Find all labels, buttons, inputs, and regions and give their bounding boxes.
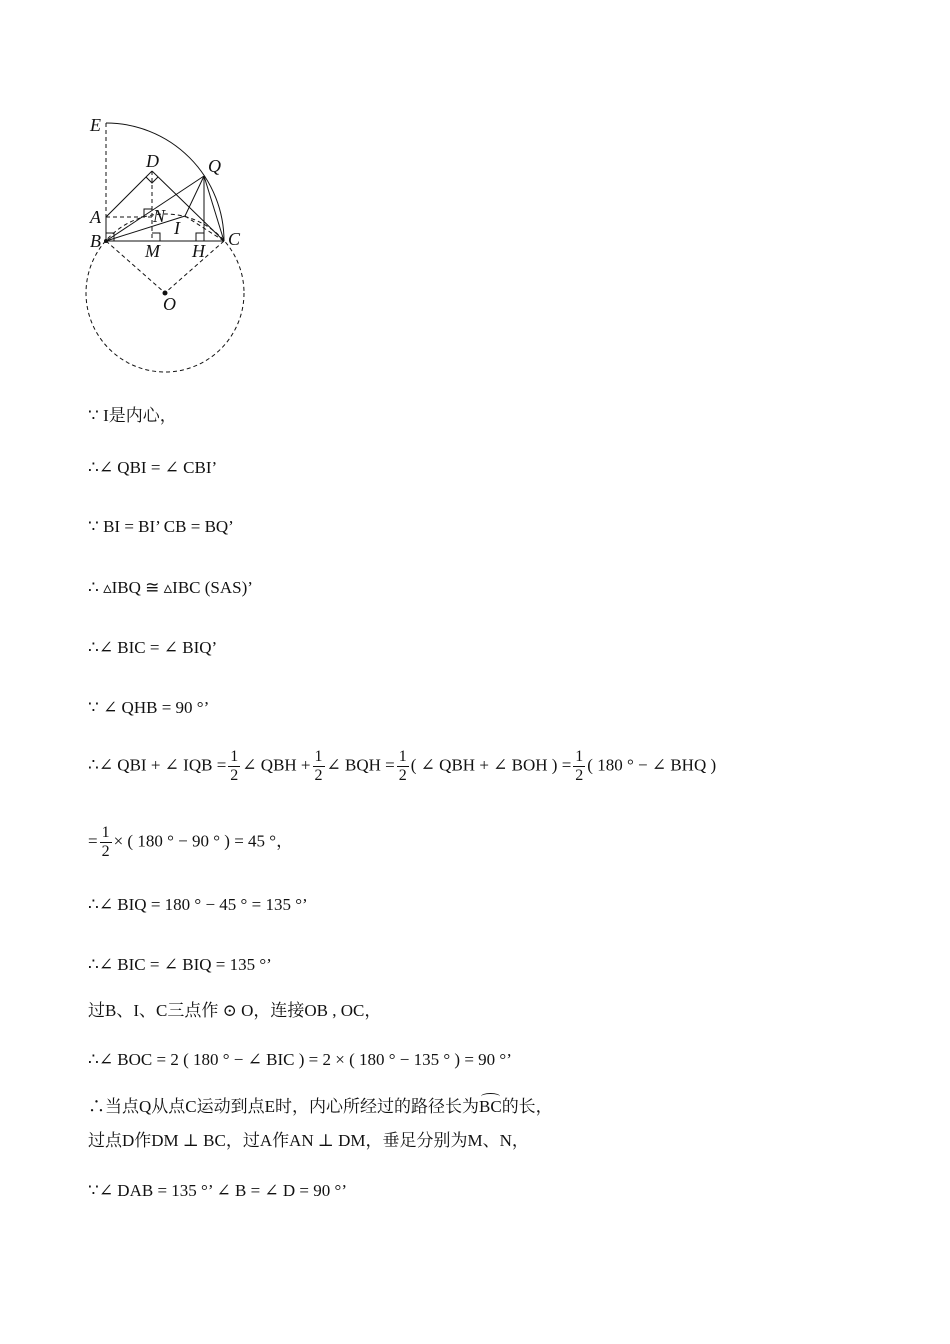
proof-line-14: 过点D作DM ⊥ BC，过A作AN ⊥ DM，垂足分别为M、N， bbox=[88, 1131, 529, 1150]
proof-line-8a: = bbox=[88, 831, 98, 851]
proof-line-7d: ( ∠ QBH + ∠ BOH ) = bbox=[410, 755, 572, 775]
proof-line-7c: ∠ BQH = bbox=[326, 755, 395, 775]
right-angle-m bbox=[152, 233, 160, 241]
label-e: E bbox=[90, 115, 101, 135]
label-q: Q bbox=[208, 156, 221, 176]
proof-line-4: ∴ ▵IBQ ≅ ▵IBC (SAS)’ bbox=[88, 578, 253, 597]
proof-line-13 bbox=[88, 1095, 553, 1119]
proof-line-8b: × ( 180 ° − 90 ° ) = 45 °， bbox=[113, 831, 294, 851]
line-ad bbox=[106, 171, 152, 217]
fraction-num: 1 bbox=[398, 748, 407, 765]
proof-line-8 bbox=[88, 824, 293, 861]
proof-line-12: ∴∠ BOC = 2 ( 180 ° − ∠ BIC ) = 2 × ( 180 ° − 135 ° ) = 90 °’ bbox=[88, 1050, 512, 1069]
point-b bbox=[104, 239, 108, 243]
proof-line-1: ∵ I是内心， bbox=[88, 406, 177, 425]
fraction-den: 2 bbox=[398, 767, 407, 784]
proof-line-2: ∴∠ QBI = ∠ CBI’ bbox=[88, 458, 218, 477]
fraction-num: 1 bbox=[575, 748, 584, 765]
fraction-den: 2 bbox=[314, 767, 323, 784]
proof-line-13a: ∴当点Q从点C运动到点E时，内心所经过的路径长为 bbox=[88, 1097, 479, 1116]
label-d: D bbox=[146, 151, 159, 171]
proof-line-7e: ( 180 ° − ∠ BHQ ) bbox=[587, 755, 717, 775]
label-h: H bbox=[192, 241, 205, 261]
proof-line-10: ∴∠ BIC = ∠ BIQ = 135 °’ bbox=[88, 955, 272, 974]
fraction-half bbox=[100, 824, 112, 861]
label-i: I bbox=[174, 218, 180, 238]
label-n: N bbox=[153, 206, 166, 226]
proof-line-7 bbox=[88, 748, 716, 785]
proof-line-13c: 的长， bbox=[501, 1097, 553, 1116]
label-o: O bbox=[163, 294, 176, 314]
label-b: B bbox=[90, 231, 101, 251]
fraction-half bbox=[313, 748, 325, 785]
proof-line-5: ∴∠ BIC = ∠ BIQ’ bbox=[88, 638, 218, 657]
fraction-num: 1 bbox=[314, 748, 323, 765]
fraction-den: 2 bbox=[230, 767, 239, 784]
proof-line-15: ∵∠ DAB = 135 °’ ∠ B = ∠ D = 90 °’ bbox=[88, 1181, 347, 1200]
fraction-den: 2 bbox=[575, 767, 584, 784]
arc-bc-label: BC bbox=[479, 1095, 502, 1119]
proof-line-7a: ∴∠ QBI + ∠ IQB = bbox=[88, 755, 227, 775]
fraction-half bbox=[228, 748, 240, 785]
fraction-num: 1 bbox=[101, 824, 110, 841]
proof-line-6: ∵ ∠ QHB = 90 °’ bbox=[88, 698, 210, 717]
fraction-num: 1 bbox=[230, 748, 239, 765]
fraction-half bbox=[397, 748, 409, 785]
proof-line-11: 过B、I、C三点作 ⊙ O，连接OB , OC， bbox=[88, 1001, 382, 1020]
label-m: M bbox=[145, 241, 160, 261]
proof-line-9: ∴∠ BIQ = 180 ° − 45 ° = 135 °’ bbox=[88, 895, 308, 914]
fraction-half bbox=[573, 748, 585, 785]
geometry-figure bbox=[80, 110, 260, 380]
fraction-den: 2 bbox=[101, 843, 110, 860]
label-a: A bbox=[90, 207, 101, 227]
label-c: C bbox=[228, 229, 241, 249]
right-angle-h bbox=[196, 233, 204, 241]
proof-line-7b: ∠ QBH + bbox=[242, 755, 311, 775]
proof-line-3: ∵ BI = BI’ CB = BQ’ bbox=[88, 517, 234, 536]
